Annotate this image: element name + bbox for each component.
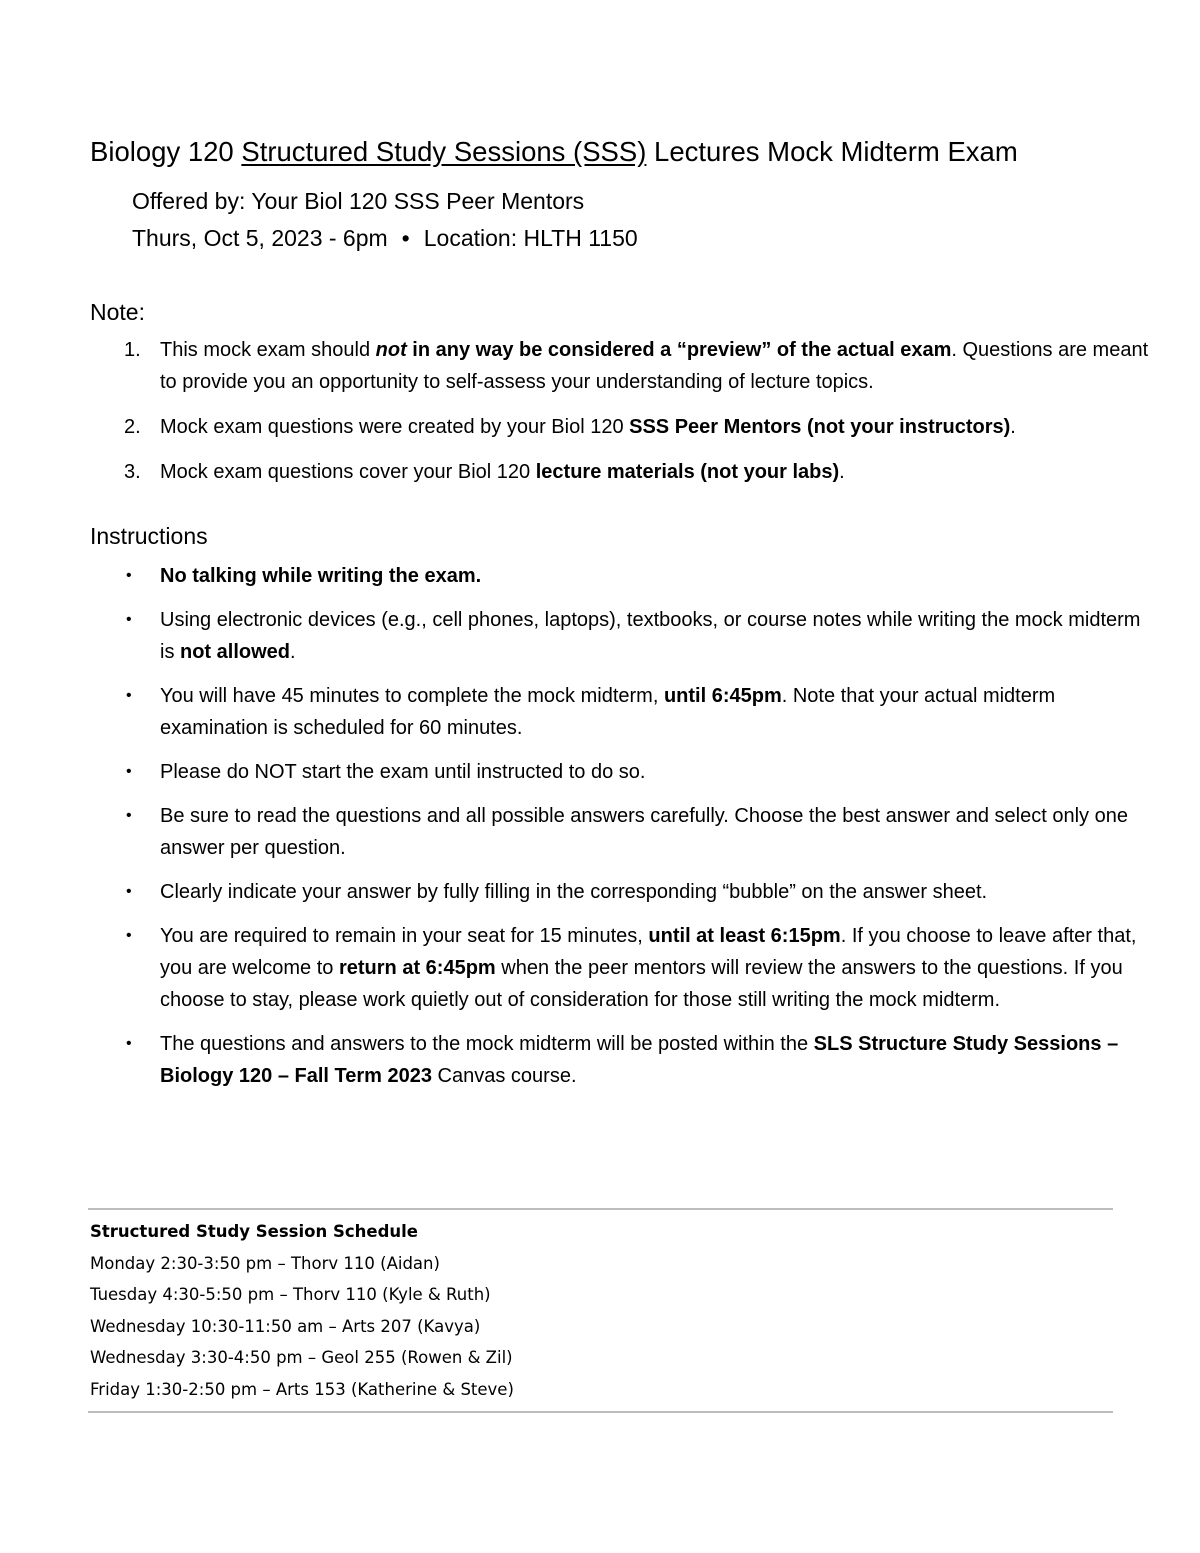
bullet-icon: • bbox=[126, 807, 132, 824]
location: Location: HLTH 1150 bbox=[423, 225, 638, 251]
instruction-item: • The questions and answers to the mock midterm will be posted within the SLS Structure Study Sessions – Biology 120 – Fall Term 2023 Canvas course. bbox=[90, 1028, 1150, 1092]
schedule-row: Friday 1:30-2:50 pm – Arts 153 (Katherine & Steve) bbox=[90, 1379, 514, 1399]
bullet-icon: • bbox=[126, 611, 132, 628]
separator-dot: • bbox=[401, 225, 410, 251]
bullet-icon: • bbox=[126, 883, 132, 900]
schedule-row: Monday 2:30-3:50 pm – Thorv 110 (Aidan) bbox=[90, 1253, 440, 1273]
bullet-icon: • bbox=[126, 763, 132, 780]
note-item: 1. This mock exam should not in any way be considered a “preview” of the actual exam. Questions are meant to provide you an opportunity to self-assess your understanding of lecture topics. bbox=[90, 334, 1150, 398]
schedule-title: Structured Study Session Schedule bbox=[90, 1222, 418, 1241]
page-title bbox=[90, 134, 1018, 170]
instruction-item: • Please do NOT start the exam until instructed to do so. bbox=[90, 756, 1150, 788]
date-location-line bbox=[132, 225, 638, 252]
note-number: 2. bbox=[124, 416, 141, 438]
note-list bbox=[90, 334, 1150, 501]
note-item: 3. Mock exam questions cover your Biol 120 lecture materials (not your labs). bbox=[90, 456, 1150, 488]
note-item: 2. Mock exam questions were created by your Biol 120 SSS Peer Mentors (not your instructors). bbox=[90, 411, 1150, 443]
bullet-icon: • bbox=[126, 927, 132, 944]
note-number: 3. bbox=[124, 461, 141, 483]
divider-bottom bbox=[88, 1411, 1113, 1413]
schedule-row: Wednesday 10:30-11:50 am – Arts 207 (Kavya) bbox=[90, 1316, 481, 1336]
instruction-item: • No talking while writing the exam. bbox=[90, 560, 1150, 592]
schedule-block bbox=[90, 1216, 514, 1405]
instruction-item: • You are required to remain in your seat for 15 minutes, until at least 6:15pm. If you choose to leave after that, you are welcome to return at 6:45pm when the peer mentors will review the answers to the questions. If you choose to stay, please work quietly out of consideration for those still writing the mock midterm. bbox=[90, 920, 1150, 1016]
offered-by: Offered by: Your Biol 120 SSS Peer Mentors bbox=[132, 188, 585, 214]
instruction-item: • You will have 45 minutes to complete the mock midterm, until 6:45pm. Note that your actual midterm examination is scheduled for 60 minutes. bbox=[90, 680, 1150, 744]
title-prefix: Biology 120 bbox=[90, 136, 242, 167]
bullet-icon: • bbox=[126, 687, 132, 704]
instructions-heading: Instructions bbox=[90, 523, 208, 549]
instruction-item: • Using electronic devices (e.g., cell phones, laptops), textbooks, or course notes while writing the mock midterm is not allowed. bbox=[90, 604, 1150, 668]
title-suffix: Lectures Mock Midterm Exam bbox=[646, 136, 1018, 167]
bullet-icon: • bbox=[126, 567, 132, 584]
schedule-row: Tuesday 4:30-5:50 pm – Thorv 110 (Kyle & Ruth) bbox=[90, 1285, 491, 1304]
bullet-icon: • bbox=[126, 1035, 132, 1052]
title-underlined: Structured Study Sessions (SSS) bbox=[241, 136, 647, 167]
instruction-item: • Be sure to read the questions and all possible answers carefully. Choose the best answer and select only one answer per question. bbox=[90, 800, 1150, 864]
note-number: 1. bbox=[124, 339, 141, 361]
instruction-item: • Clearly indicate your answer by fully filling in the corresponding “bubble” on the answer sheet. bbox=[90, 876, 1150, 908]
instructions-list bbox=[90, 560, 1150, 1104]
schedule-row: Wednesday 3:30-4:50 pm – Geol 255 (Rowen & Zil) bbox=[90, 1348, 513, 1367]
note-heading: Note: bbox=[90, 299, 145, 325]
date-time: Thurs, Oct 5, 2023 - 6pm bbox=[132, 225, 388, 251]
divider-top bbox=[88, 1208, 1113, 1210]
